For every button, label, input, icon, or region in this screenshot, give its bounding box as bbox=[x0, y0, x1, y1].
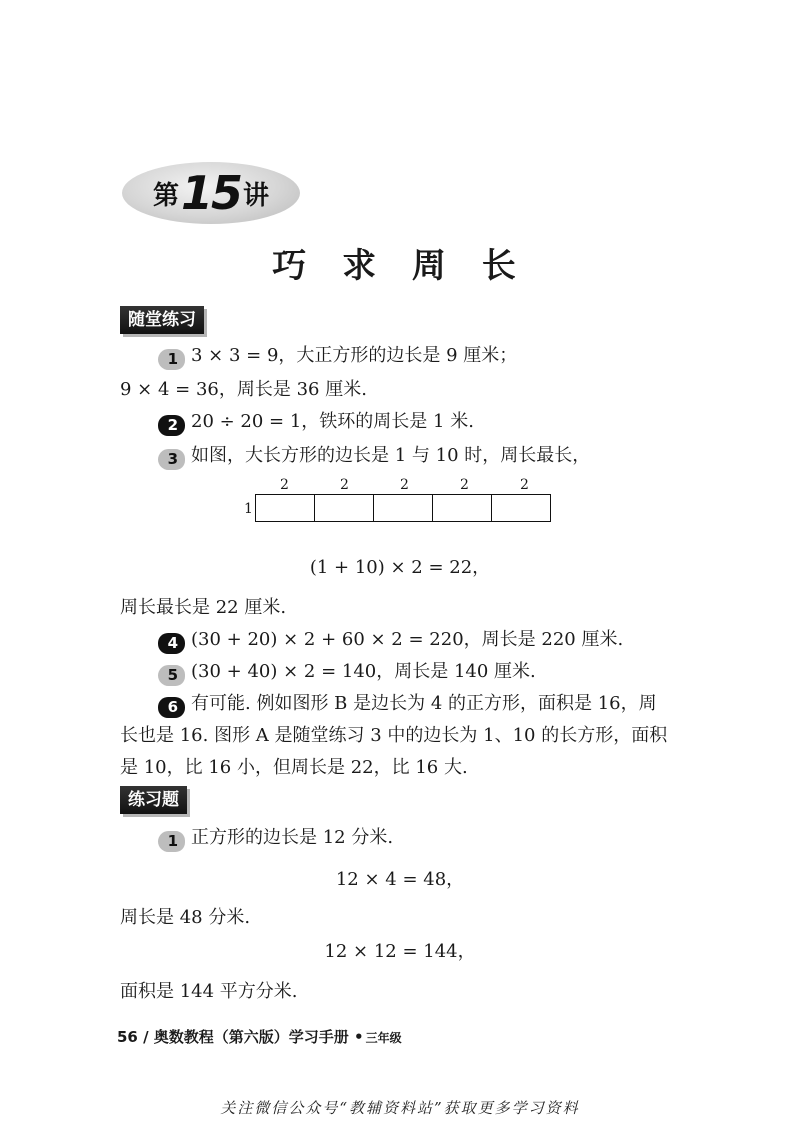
practice-q3-line1 bbox=[158, 444, 590, 470]
question-number-badge: 1 bbox=[158, 831, 185, 852]
lecture-prefix: 第 bbox=[152, 180, 179, 211]
page-title: 巧 求 周 长 bbox=[272, 246, 528, 286]
diagram-side-label: 1 bbox=[244, 501, 253, 517]
exercise-q1-line2: 周长是 48 分米. bbox=[120, 907, 251, 928]
exercise-q1-text1: 正方形的边长是 12 分米. bbox=[191, 827, 394, 848]
practice-q3-text1: 如图，大长方形的边长是 1 与 10 时，周长最长， bbox=[191, 445, 591, 466]
practice-q1-line2: 9 × 4 = 36，周长是 36 厘米. bbox=[120, 379, 367, 400]
practice-q1-line1 bbox=[158, 344, 517, 370]
practice-q5-line1 bbox=[158, 660, 536, 686]
question-number-badge: 2 bbox=[158, 415, 185, 436]
rectangle-diagram bbox=[240, 478, 560, 528]
practice-q6-line1 bbox=[158, 692, 657, 718]
lecture-badge bbox=[122, 162, 300, 224]
practice-q6-line2: 长也是 16. 图形 A 是随堂练习 3 中的边长为 1、10 的长方形，面积 bbox=[120, 725, 668, 746]
diagram-cell bbox=[432, 494, 492, 522]
exercise-q1-line1 bbox=[158, 826, 393, 852]
lecture-number: 15 bbox=[180, 166, 241, 220]
diagram-top-label: 2 bbox=[520, 477, 529, 493]
diagram-top-label: 2 bbox=[400, 477, 409, 493]
diagram-cell bbox=[491, 494, 551, 522]
diagram-cell bbox=[373, 494, 433, 522]
exercise-q1-formula1: 12 × 4 = 48， bbox=[335, 869, 465, 890]
lecture-suffix: 讲 bbox=[243, 180, 270, 211]
practice-q3-line2: 周长最长是 22 厘米. bbox=[120, 597, 287, 618]
exercise-q1-line3: 面积是 144 平方分米. bbox=[120, 981, 298, 1002]
footer-text: 56 / 奥数教程（第六版）学习手册 • bbox=[117, 1028, 364, 1046]
question-number-badge: 5 bbox=[158, 665, 185, 686]
practice-q6-text1: 有可能. 例如图形 B 是边长为 4 的正方形，面积是 16，周 bbox=[191, 693, 657, 714]
practice-q4-line1 bbox=[158, 628, 623, 654]
question-number-badge: 4 bbox=[158, 633, 185, 654]
practice-q2-text1: 20 ÷ 20 = 1，铁环的周长是 1 米. bbox=[191, 411, 474, 432]
exercise-section-label: 练习题 bbox=[120, 786, 187, 814]
diagram-top-label: 2 bbox=[340, 477, 349, 493]
diagram-top-label: 2 bbox=[280, 477, 289, 493]
practice-q2-line1 bbox=[158, 410, 474, 436]
question-number-badge: 6 bbox=[158, 697, 185, 718]
practice-q3-formula: (1 + 10) × 2 = 22， bbox=[309, 557, 491, 578]
practice-q4-text1: (30 + 20) × 2 + 60 × 2 = 220，周长是 220 厘米. bbox=[191, 629, 624, 650]
diagram-cell bbox=[255, 494, 315, 522]
exercise-q1-formula2: 12 × 12 = 144， bbox=[324, 941, 476, 962]
practice-q5-text1: (30 + 40) × 2 = 140，周长是 140 厘米. bbox=[191, 661, 536, 682]
page-footer bbox=[117, 1026, 402, 1047]
footer-grade: 三年级 bbox=[365, 1031, 402, 1045]
diagram-top-label: 2 bbox=[460, 477, 469, 493]
question-number-badge: 1 bbox=[158, 349, 185, 370]
question-number-badge: 3 bbox=[158, 449, 185, 470]
practice-q1-text1: 3 × 3 = 9，大正方形的边长是 9 厘米； bbox=[191, 345, 518, 366]
practice-q6-line3: 是 10，比 16 小，但周长是 22，比 16 大. bbox=[120, 757, 468, 778]
practice-section-label: 随堂练习 bbox=[120, 306, 204, 334]
diagram-cell bbox=[314, 494, 374, 522]
promo-note: 关注微信公众号“教辅资料站”获取更多学习资料 bbox=[220, 1099, 580, 1117]
